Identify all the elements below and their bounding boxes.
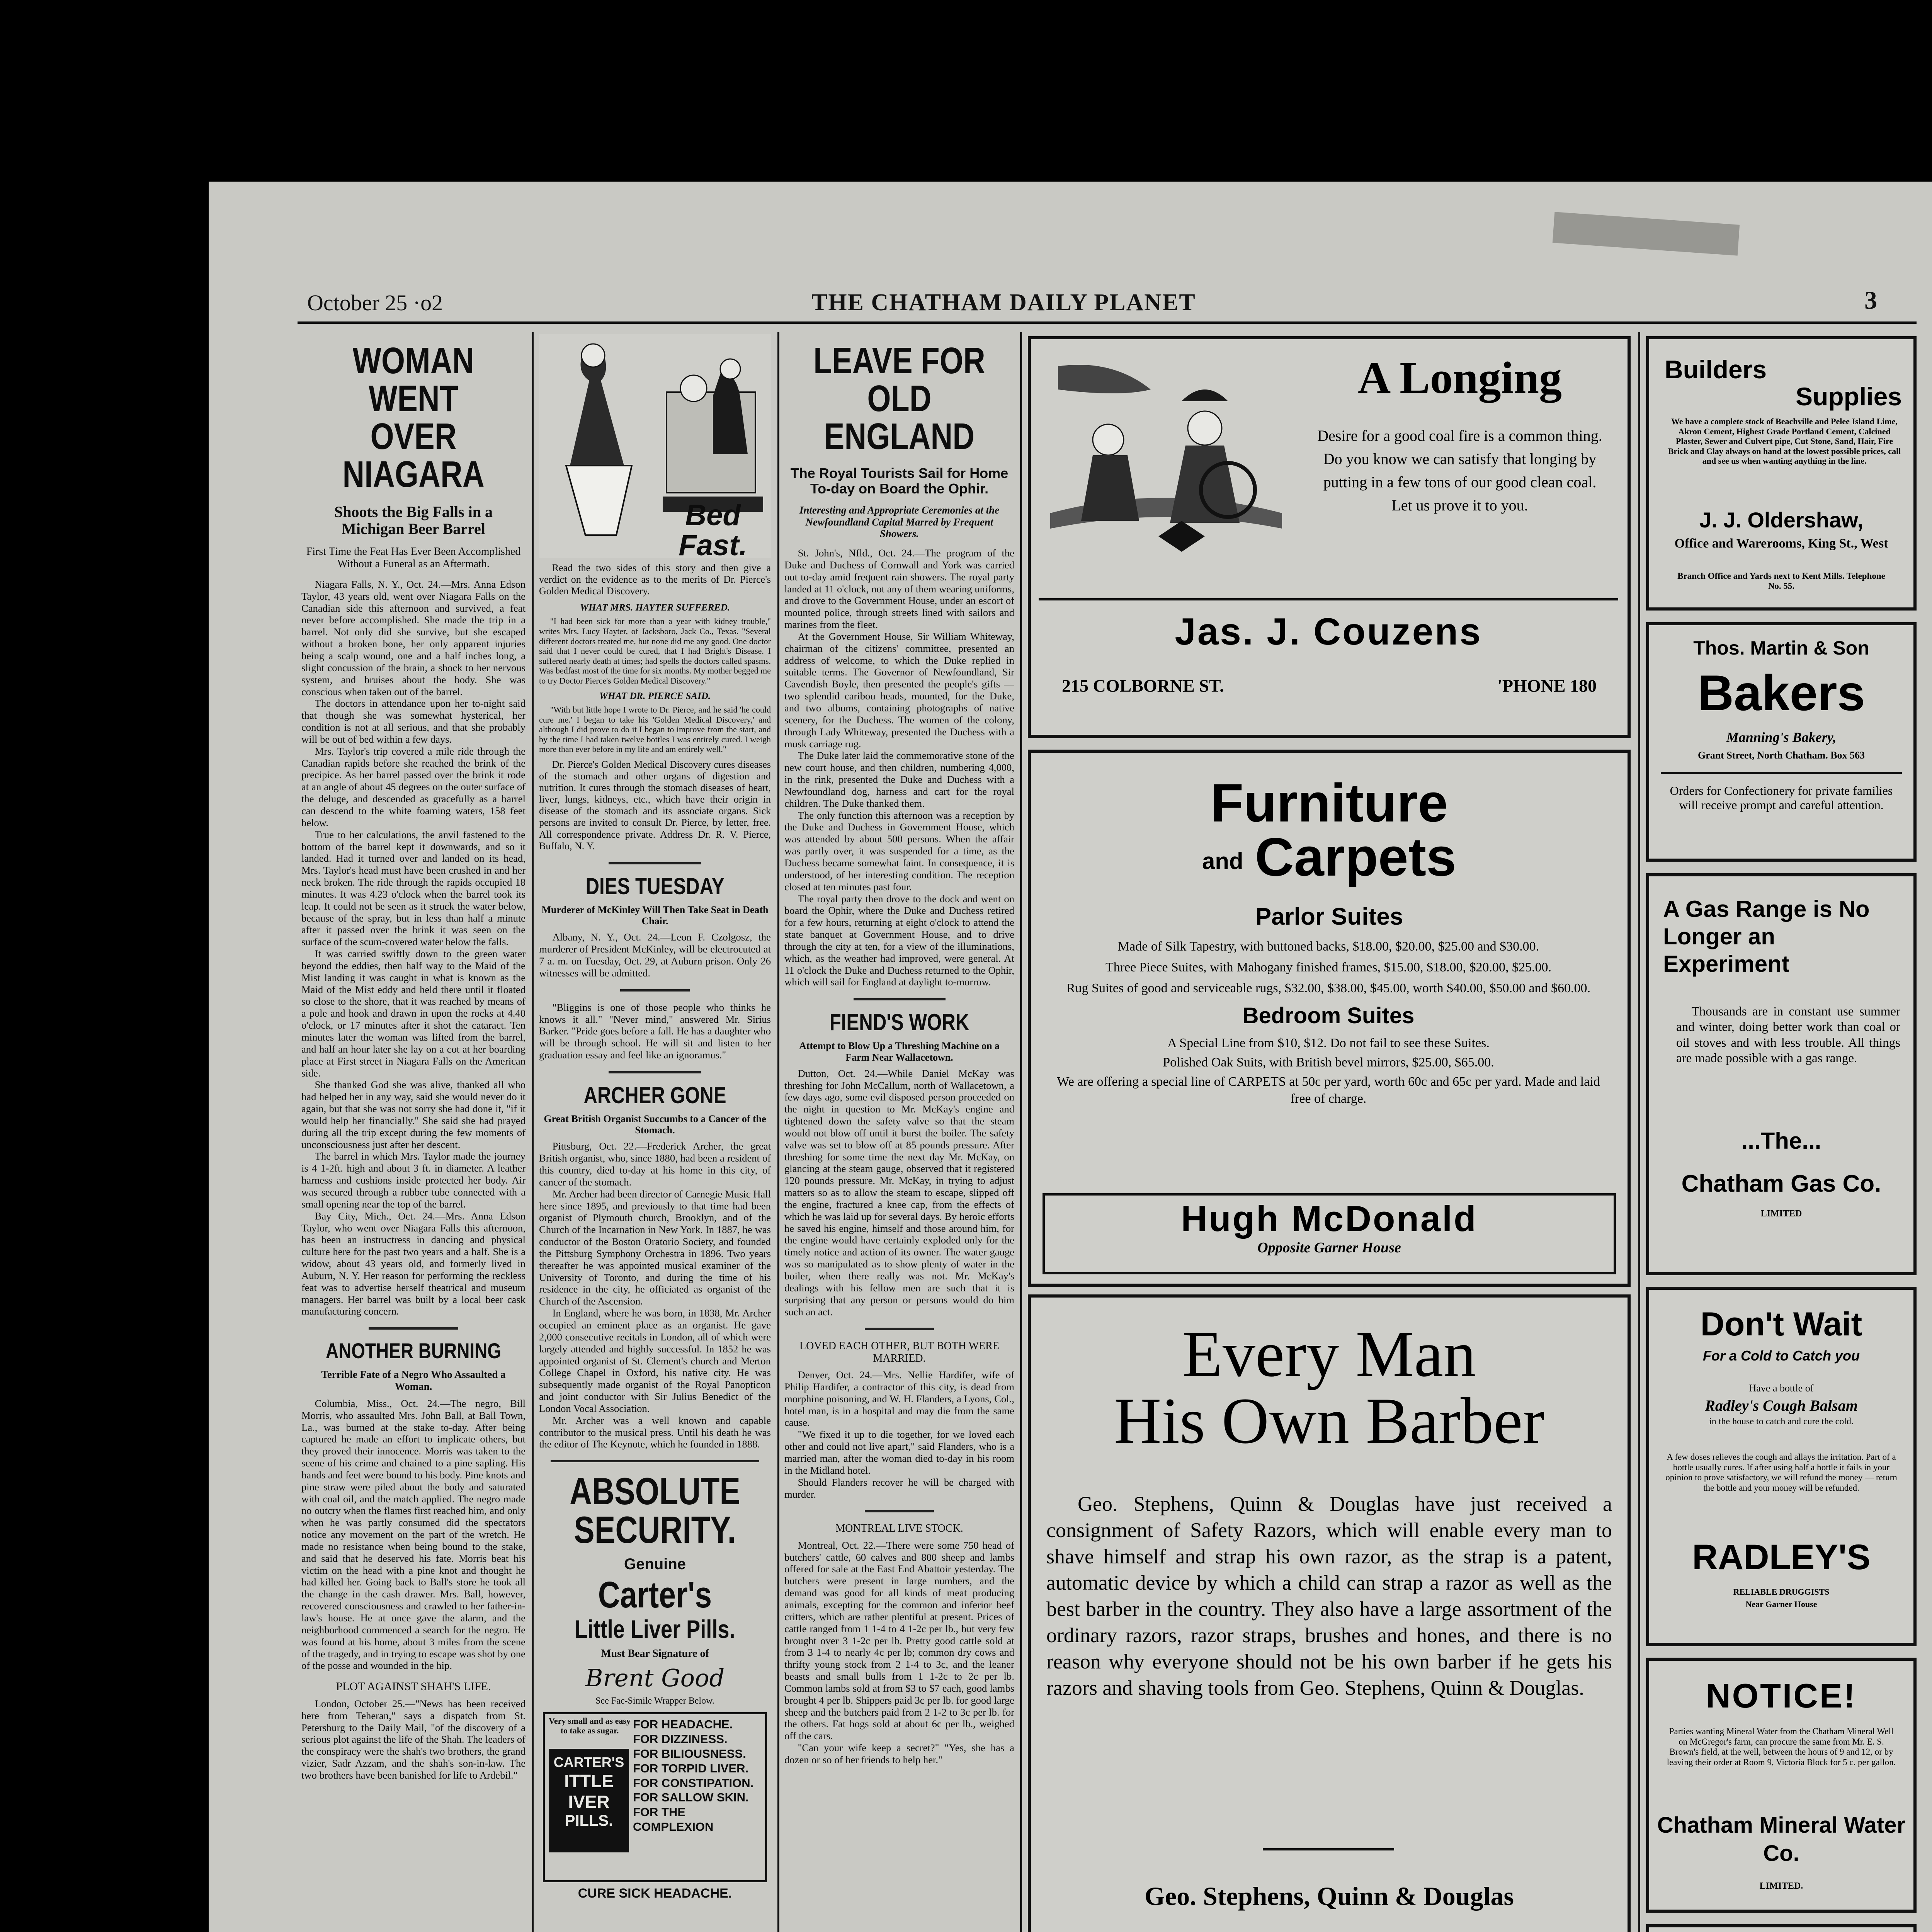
carters-box-name: CARTER'S [553,1754,624,1770]
paragraph: True to her calculations, the anvil fastened to the bottom of the barrel kept it downwards, and so it landed. Had it turned over and landed on its head, Mrs. Taylor's head must have been crushed in and her neck broken. The ride through the rapids occupied 18 minutes. It was 4.23 o'clock when the barrel took its leap. It could not be seen as it struck the water below, because of the spray, but in less than half a minute after it passed over the brink it was seen on the surface of the scum-covered water below the falls. [301,828,526,948]
article-leave-england [784,547,1014,988]
headline-loved-each-other: LOVED EACH OTHER, BUT BOTH WERE MARRIED. [799,1340,999,1364]
ad-martin-bakers [1646,622,1917,862]
masthead-rule [298,321,1917,324]
paragraph: Pittsburg, Oct. 22.—Frederick Archer, the great British organist, who, since 1880, had been a resident of this country, died to-day at his home in this city, of cancer of the stomach. [539,1140,771,1188]
bed-fast-title [655,500,771,560]
couzens-text: Desire for a good coal fire is a common thing. Do you know we can satisfy that longing by putting in a few tons of our good clean coal. Let us prove it to you. [1317,427,1602,514]
headline-montreal-live-stock: MONTREAL LIVE STOCK. [835,1522,963,1535]
builders-name: J. J. Oldershaw, [1699,508,1864,532]
column-rule-1 [532,332,534,1932]
carters-absolute: ABSOLUTE [570,1470,740,1513]
ad-chatham-gas [1646,873,1917,1275]
carters-use: FOR DIZZINESS. [633,1732,728,1746]
joke-bliggins [539,1002,771,1061]
couzens-address: 215 COLBORNE ST. [1062,676,1224,696]
headline-fiends-work: FIEND'S WORK [829,1009,969,1036]
subhead-dies-tuesday: Murderer of McKinley Will Then Take Seat in Death Chair. [541,904,769,927]
carters-use: FOR SALLOW SKIN. [633,1791,749,1804]
mineral-title: NOTICE! [1706,1677,1857,1715]
builders-title-1: Builders [1665,355,1767,384]
carters-uses [633,1717,764,1834]
couzens-phone: 'PHONE 180 [1497,676,1597,696]
barber-title [1031,1318,1628,1458]
paragraph: London, October 25.—"News has been received here from Teheran," says a dispatch from St. Petersburg to the Daily Mail, "of the discovery of a serious plot against the life of the Shah. The leaders of the conspiracy were the shah's two brothers, the grand vizier, Sadr Azzam, and the shah's son-in-law. The two brothers have been banished for life to Ardebil." [301,1697,526,1781]
paragraph: The barrel in which Mrs. Taylor made the journey is 4 1-2ft. high and about 3 ft. in diameter. A leather harness and cushions inside protected her body. Air was secured through a rubber tube connected with a small opening near the top of the barrel. [301,1150,526,1210]
masthead-date: October 25 ·o2 [307,290,443,315]
radley-text: A few doses relieves the cough and allays the irritation. Part of a bottle usually cures. If after using half a bottle it fails in your opinion to prove satisfactory, we will refund the money — return the bottle and your money will be refunded. [1665,1452,1897,1493]
mineral-name: Chatham Mineral Water Co. [1657,1813,1906,1866]
paragraph: The doctors in attendance upon her to-night said that though she was somewhat hysterical, her condition is not at all serious, and that she probably will be out of bed within a few days. [301,697,526,745]
carters-signature: Brent Good [585,1663,725,1692]
bakers-address: Grant Street, North Chatham. Box 563 [1697,750,1865,761]
headline-archer-gone: ARCHER GONE [583,1082,726,1108]
article-montreal-live-stock [784,1539,1014,1766]
ad-chatham-mineral [1646,1658,1917,1913]
paragraph: Niagara Falls, N. Y., Oct. 24.—Mrs. Anna Edson Taylor, 43 years old, went over Niagara Falls on the Canadian side this afternoon and survived, a feat never before accomplished. She made the trip in a barrel. Not only did she survive, but she escaped without a broken bone, her only apparent injuries being a scalp wound, one and a half inches long, a slight concussion of the brain, a shock to her nervous system, and bruises about the body. She was conscious when taken out of the barrel. [301,578,526,697]
furniture-line: Polished Oak Suits, with British bevel mirrors, $25.00, $65.00. [1163,1055,1494,1070]
column-3 [784,334,1014,1932]
bed-title-line-1: Bed [685,499,741,532]
barber-rule [1263,1848,1394,1850]
subhead-another-burning: Terrible Fate of a Negro Who Assaulted a Woman. [321,1369,506,1392]
headline-another-burning: ANOTHER BURNING [325,1338,502,1363]
carters-use: FOR CONSTIPATION. [633,1776,754,1790]
paragraph: "With but little hope I wrote to Dr. Pierce, and he said 'he could cure me.' I began to take his 'Golden Medical Discovery,' and although I did prove to do it I began to improve from the start, and by the time I had taken twelve bottles I was entirely cured. I weigh more than ever before in my life and am entirely well." [539,705,771,754]
builders-branch: Branch Office and Yards next to Kent Mills. Telephone No. 55. [1677,571,1885,591]
paragraph: Mr. Archer had been director of Carnegie Music Hall here since 1895, and previously to that time had been organist of Plymouth church, Brooklyn, and of the Church of the Incarnation in New York. In 1887, he was conductor of the Boston Oratorio Society, and founded the Pittsburg Symphony Orchestra in 1896. Two years thereafter he was appointed musical examiner of the University of Toronto, and during the time of his residence in the city, he officiated as organist of the Church of the Ascension. [539,1188,771,1307]
article-woman-niagara [301,578,526,1317]
paragraph: She thanked God she was alive, thanked all who had helped her in any way, said she would never do it again, but that she was not sorry she had done it, "if it would help her financially." She said she had prayed during all the trip except during the few moments of unconsciousness just after her descent. [301,1079,526,1150]
deck-woman-niagara: First Time the Feat Has Ever Been Accomplished Without a Funeral as an Aftermath. [306,546,521,570]
masthead-title: THE CHATHAM DAILY PLANET [811,289,1196,316]
furniture-word: Furniture [1210,772,1448,833]
paragraph: "Bliggins is one of those people who thinks he knows it all." "Never mind," answered Mr. Sirius Barker. "Pride goes before a fall. He has a daughter who will be through school. He will sit and listen to her graduation essay and feel like an ignoramus." [539,1001,771,1061]
couzens-illustration [1043,351,1290,583]
parlor-suites-head: Parlor Suites [1255,903,1403,930]
article-separator [551,1460,759,1462]
carters-box-sub-3: PILLS. [565,1812,613,1830]
builders-text: We have a complete stock of Beachville and Pelee Island Lime, Akron Cement, Highest Grade Portland Cement, Calcined Plaster, Sewer and Culvert pipe, Cut Stone, Sand, Hair, Fire Brick and Clay always on hand at the lowest possible prices, call and see us when wanting anything in the line. [1668,417,1901,466]
radley-line-2: in the house to catch and cure the cold. [1709,1417,1854,1427]
carters-wrapper [543,1712,767,1882]
furniture-line: We are offering a special line of CARPETS at 50c per yard, worth 60c and 65c per yard. Made and laid free of charge. [1057,1074,1600,1106]
article-separator [609,862,701,864]
couzens-title: A Longing [1358,352,1562,403]
paragraph: Columbia, Miss., Oct. 24.—The negro, Bill Morris, who assaulted Mrs. John Ball, at Ball Town, La., was burned at the stake to-day. After being captured he made an effort to implicate others, but they proved their innocence. Morris was taken to the scene of his crime and chained to a pine sapling. His hands and feet were bound to his body. Pine knots and pine straw were piled about the body and saturated with coal oil, and the match applied. The negro made no outcry when the flames first reached him, and only when he was partly consumed did the spectators notice any movement on the part of the wretch. He made no resistance when being bound to the stake, and said that he deserved his fate. Morris beat his victim on the head with a pine knot and thought he had killed her. Going back to Ball's store he took all the change in the cash drawer. Mrs. Ball, however, recovered consciousness and crawled to her father-in-law's house. He at once gave the alarm, and the neighborhood commenced a search for the negro. He was found at his home, about 3 miles from the scene of the tragedy, and in trying to escape was shot by one of the posse and wounded in the hip. [301,1397,526,1672]
bedroom-suites-head: Bedroom Suites [1242,1003,1415,1028]
ad-builders-supplies [1646,336,1917,611]
paragraph: Mr. Archer was a well known and capable contributor to the musical press. Until his death he was the editor of The Keynote, which he founded in 1888. [539,1414,771,1450]
column-rule-3 [1020,332,1022,1932]
paragraph: It was carried swiftly down to the green water beyond the eddies, then half way to the Maid of the Mist landing it was caught in what is known as the Maid of the Mist eddy and held there until it floated so close to the shore, that it was reached by means of a pole and hook and drawn in upon the rocks at 4.40 o'clock, or 17 minutes after it shot the cataract. Ten minutes later the woman was lifted from the barrel, and half an hour later she lay on a cot at her boarding place at First street in Niagara Falls on the American side. [301,948,526,1079]
builders-title-2: Supplies [1795,382,1902,411]
subhead-leave-england: The Royal Tourists Sail for Home To-day on Board the Ophir. [790,465,1009,497]
headline-woman-niagara: WOMAN WENT OVER NIAGARA [342,340,485,495]
radley-product: Radley's Cough Balsam [1705,1397,1858,1414]
gas-title: A Gas Range is No Longer an Experiment [1663,896,1870,977]
carters-security: SECURITY. [574,1509,736,1551]
carters-ad [539,1472,771,1901]
paragraph: Albany, N. Y., Oct. 24.—Leon F. Czolgosz, the murderer of President McKinley, will be electrocuted at 7 a. m. on Tuesday, Oct. 29, at Auburn prison. Only 26 witnesses will be admitted. [539,931,771,979]
radley-location: Near Garner House [1745,1599,1817,1609]
gas-name: Chatham Gas Co. [1681,1170,1881,1197]
bakers-text: Orders for Confectionery for private families will receive prompt and careful attention. [1670,784,1893,812]
couzens-rule [1039,598,1618,600]
barber-signature: Geo. Stephens, Quinn & Douglas [1145,1881,1514,1911]
paragraph: "Can your wife keep a secret?" "Yes, she has a dozen or so of her friends to help her." [784,1742,1014,1765]
paragraph: At the Government House, Sir William Whiteway, chairman of the citizens' committee, presented an address of welcome, to which the Duke replied in suitable terms. The Governor of Newfoundland, Sir Cavendish Boyle, then presented the people's gifts — two splendid caribou heads, mounted, for the Duke, and two albums, containing photographs of native scenery, for the Duchess. The women of the colony, through Lady Whiteway, presented the Duchess with a musk carriage rug. [784,630,1014,750]
furniture-line: Made of Silk Tapestry, with buttoned backs, $18.00, $20.00, $25.00 and $30.00. [1117,939,1539,954]
article-separator [369,1327,458,1330]
article-separator [609,1071,701,1073]
furniture-line: Rug Suites of good and serviceable rugs, $32.00, $38.00, $45.00, worth $40.00, $50.00 and $60.00. [1066,981,1591,996]
pierce-subhead-2: WHAT DR. PIERCE SAID. [599,691,711,702]
paragraph: Denver, Oct. 24.—Mrs. Nellie Hardifer, wife of Philip Hardifer, a contractor of this city, is dead from morphine poisoning, and W. H. Flanders, a Lyons, Col., hotel man, is in a hospital and may die from the same cause. [784,1369,1014,1429]
furniture-and: and [1202,848,1243,874]
ad-barber-razors [1028,1294,1631,1932]
carters-genuine: Genuine [624,1556,686,1573]
pierce-subhead-1: WHAT MRS. HAYTER SUFFERED. [580,602,730,613]
carters-use: FOR TORPID LIVER. [633,1761,749,1775]
article-separator [854,998,946,1000]
carters-use: FOR HEADACHE. [633,1718,733,1731]
paragraph: "We fixed it up to die together, for we loved each other and could not live apart," said Flanders, who is a married man, after the woman died to-day in his room in the Midland hotel. [784,1429,1014,1476]
paragraph: Bay City, Mich., Oct. 24.—Mrs. Anna Edson Taylor, who went over Niagara Falls this afternoon, has been an instructress in dancing and physical culture here for the past two years and a half. She is a widow, about 43 years old, and formerly lived in Auburn, N. Y. Her reason for performing the reckless feat was to advertise herself theatrical and museum managers. Her barrel was built by a local beer cask manufacturing concern. [301,1210,526,1317]
article-separator [620,989,690,992]
subhead-fiends-work: Attempt to Blow Up a Threshing Machine on a Farm Near Wallacetown. [799,1040,1000,1063]
article-dies-tuesday [539,931,771,979]
article-plot-shah [301,1698,526,1781]
ad-mcdonald-furniture [1028,750,1631,1287]
bed-title-line-2: Fast. [679,529,747,562]
paragraph: Read the two sides of this story and then give a verdict on the evidence as to the merits of Dr. Pierce's Golden Medical Discovery. [539,562,771,597]
paragraph: St. John's, Nfld., Oct. 24.—The program of the Duke and Duchess of Cornwall and York was carried out to-day amid frequent rain showers. The royal party landed at 11 o'clock, not any of them wearing uniforms, and drove to the Government House, under an escort of mounted police, through streets lined with sailors and marines from the fleet. [784,547,1014,631]
article-loved-each-other [784,1369,1014,1500]
carters-must-bear: Must Bear Signature of [601,1648,709,1660]
masthead-page-number: 3 [1864,286,1877,315]
paragraph: "I had been sick for more than a year with kidney trouble," writes Mrs. Lucy Hayter, of Jacksboro, Jack Co., Texas. "Several different doctors treated me, but none did me any good. One doctor said that I never could be cured, that I had Bright's Disease. I suffered nearly death at times; had spells the doctors called spasms. Was bedfast most of the time for six months. My mother begged me to try Doctor Pierce's Golden Medical Discovery." [539,616,771,685]
gas-limited: LIMITED [1760,1209,1802,1219]
carters-name: Carter's [598,1574,712,1616]
carters-use: FOR BILIOUSNESS. [633,1747,746,1761]
carters-small: Very small and as easy to take as sugar. [549,1716,631,1736]
radley-line-1: Have a bottle of [1749,1383,1814,1394]
builders-office: Office and Warerooms, King St., West [1674,536,1888,551]
paragraph: In England, where he was born, in 1838, Mr. Archer occupied an eminent place as an organist. He gave 2,000 consecutive recitals in London, all of which were largely attended and highly successful. In 1852 he was appointed organist of St. Clement's church and Merton College Chapel in Oxford, his native city. He was subsequently made organist of the Royal Panopticon and joint conductor with Sir Julius Benedict of the London Vocal Association. [539,1307,771,1414]
furniture-details [1054,938,1603,1107]
carters-box-sub-1: ITTLE [564,1771,614,1791]
furniture-carpets-line [1031,827,1628,887]
mcdonald-name-box [1043,1193,1616,1274]
article-separator [865,1328,934,1330]
subhead-woman-niagara: Shoots the Big Falls in a Michigan Beer Barrel [334,503,493,538]
paragraph: Mrs. Taylor's trip covered a mile ride through the Canadian rapids before she reached the brink of the precipice. As her barrel passed over the brink it rode at an angle of about 45 degrees on the outer surface of the deluge, and descended as gracefully as a barrel can descend to the white foaming waters, 158 feet below. [301,745,526,828]
barber-text: Geo. Stephens, Quinn & Douglas have just received a consignment of Safety Razors, which will enable every man to shave himself and strap his own razor, as the strap is a patent, automatic device by which a child can strap a razor as well as the best barber in the country. They also have a large assortment of the ordinary razors, razor straps, brushes and hones, and there is no reason why everyone should not be his own barber if he gets his razors and shaving tools from Geo. Stephens, Quinn & Douglas. [1046,1492,1612,1700]
mcdonald-name: Hugh McDonald [1181,1198,1478,1239]
column-rule-4 [1638,332,1640,1932]
bakers-bakery: Manning's Bakery, [1726,730,1837,745]
ad-couzens-coal [1028,336,1631,738]
pierce-closing [539,759,771,852]
paragraph: The only function this afternoon was a reception by the Duke and Duchess in Government House, which was attended by about 500 persons. When the affair was partly over, it was suspended for a time, as the Duchess became somewhat faint. In consequence, it is understood, of her interesting condition. The reception closed at ten minutes past four. [784,809,1014,893]
couzens-name: Jas. J. Couzens [1175,610,1482,653]
deck-leave-england: Interesting and Appropriate Ceremonies at the Newfoundland Capital Marred by Frequent Showers. [799,504,1000,539]
carters-facsimile: See Fac-Simile Wrapper Below. [595,1696,714,1706]
paragraph: The royal party then drove to the dock and went on board the Ophir, where the Duke and Duchess retired for a few hours, returning at eight o'clock to attend the state banquet at Government House, and to drive through the city at ten, for a view of the illuminations, which, as the weather had improved, were general. At 11 o'clock the Duke and Duchess returned to the Ophir, which will sail for England at daylight to-morrow. [784,893,1014,988]
bakers-name: Thos. Martin & Son [1693,637,1869,659]
headline-plot-shah: PLOT AGAINST SHAH'S LIFE. [336,1680,491,1693]
mineral-limited: LIMITED. [1759,1881,1803,1891]
headline-leave-england: LEAVE FOR OLD ENGLAND [813,340,985,457]
headline-dies-tuesday: DIES TUESDAY [585,873,724,899]
ad-piano-stephenson [1646,1924,1917,1932]
column-1 [301,334,526,1932]
paragraph: Montreal, Oct. 22.—There were some 750 head of butchers' cattle, 60 calves and 800 sheep and lambs offered for sale at the East End Abattoir yesterday. The butchers were present in large numbers, and the demand was good for all kinds of meat producing animals, excepting for the common and inferior beef critters, which are rather plentiful at present. Prices of cattle ranged from 1 1-4 to 4 1-2c per lb., but very few brought over 3 1-2c per lb. Pretty good cattle sold at from 3 1-4 to nearly 4c per lb; common dry cows and thrifty young stock from 2 1-4 to 3c, and the leaner beasts and small bulls from 1 1-2c to 2c per lb. Common lambs sold at from $3 to $7 each, good lambs brought 4 per lb. Shippers paid 3c per lb. for good large sheep and the butchers paid from 2 1-2 to 3c per lb. for the others. Fat hogs sold at about 6c per lb., weighed off the cars. [784,1539,1014,1742]
article-another-burning [301,1398,526,1672]
barber-title-line-2: His Own Barber [1114,1384,1545,1458]
furniture-title [1031,772,1628,887]
column-rule-2 [777,332,779,1932]
ad-radleys-balsam [1646,1287,1917,1646]
mcdonald-location: Opposite Garner House [1257,1240,1401,1256]
carters-use: FOR THE COMPLEXION [633,1805,714,1834]
radley-sub: For a Cold to Catch you [1702,1348,1860,1364]
barber-title-line-1: Every Man [1182,1318,1476,1390]
mineral-text: Parties wanting Mineral Water from the Chatham Mineral Well on McGregor's farm, can procure the same from Mr. E. S. Brown's field, at the well, between the hours of 9 and 12, or by leaving their order at Room 9, Victoria Block for 5 c. per gallon. [1667,1726,1896,1767]
paragraph: Dr. Pierce's Golden Medical Discovery cures diseases of the stomach and other organs of digestion and nutrition. It cures through the stomach diseases of heart, liver, lungs, kidneys, etc., which have their origin in disease of the stomach and its associate organs. Sick persons are invited to consult Dr. Pierce, by letter, free. All correspondence private. Address Dr. R. V. Pierce, Buffalo, N. Y. [539,759,771,852]
carters-box-sub-2: IVER [568,1792,610,1812]
subhead-archer-gone: Great British Organist Succumbs to a Cancer of the Stomach. [544,1113,766,1136]
gas-text: Thousands are in constant use summer and winter, doing better work than coal or oil stoves and with less trouble. All things are made possible with a gas range. [1676,1005,1900,1065]
paragraph: Dutton, Oct. 24.—While Daniel McKay was threshing for John McCallum, north of Wallacetown, a few days ago, some evil disposed person proceeded on the night in question to Mr. McKay's engine and tightened down the safety valve so that the steam would not blow off until it burst the boiler. The safety valve was set to blow off at 85 pounds pressure. After threshing for some time the next day Mr. McKay, on glancing at the steam gauge, observed that it registered 120 pounds pressure. Mr. McKay, in trying to adjust matters so as to allow the steam to escape, slipped off the engine, fractured a knee cap, from the effects of which he was laid up for several days. By heroic efforts he saved his engine, himself and those around him, for the engine would have certainly exploded only for the timely notice and action of its owner. The water gauge was so manipulated as to show plenty of water in the boiler, when there really was not. Mr. McKay's dealings with his fellow men are such that it is surprising that any person or persons would do him such an act. [784,1067,1014,1318]
bakers-rule [1661,772,1902,774]
pierce-intro [539,562,771,597]
carters-bottom: CURE SICK HEADACHE. [578,1886,732,1901]
pierce-reply [539,705,771,754]
column-2 [539,334,771,1932]
carpets-word: Carpets [1255,827,1456,887]
pierce-testimony [539,616,771,685]
furniture-line: A Special Line from $10, $12. Do not fail to see these Suites. [1167,1036,1490,1050]
paragraph: The Duke later laid the commemorative stone of the new court house, and then children, numbering 4,000, in the rink, presented the Duke and Duchess with a Newfoundland dog, harness and cart for the royal children. The Duke thanked them. [784,750,1014,809]
article-archer-gone [539,1140,771,1450]
newspaper-page [209,182,1932,1932]
furniture-line: Three Piece Suites, with Mahogany finished frames, $15.00, $18.00, $20.00, $25.00. [1105,960,1551,975]
carters-little-liver-pills: Little Liver Pills. [575,1614,735,1643]
carters-box [549,1749,629,1852]
article-fiends-work [784,1068,1014,1318]
radley-tag: RELIABLE DRUGGISTS [1733,1587,1830,1597]
paragraph: Should Flanders recover he will be charged with murder. [784,1476,1014,1500]
radley-title: Don't Wait [1700,1306,1862,1343]
article-separator [865,1510,934,1512]
gas-the: ...The... [1741,1128,1821,1154]
archive-stamp [1553,212,1740,255]
radley-name: RADLEY'S [1692,1537,1871,1577]
bakers-title: Bakers [1697,665,1865,721]
